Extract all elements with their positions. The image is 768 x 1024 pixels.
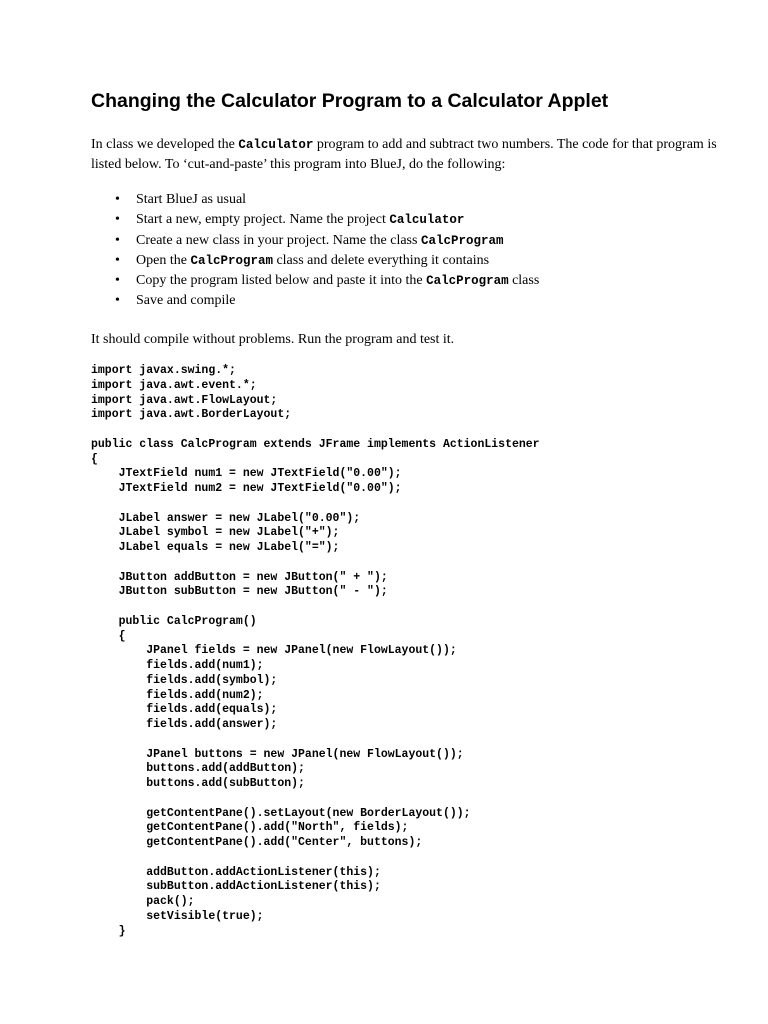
step-code: CalcProgram <box>420 233 504 248</box>
step-text: Open the <box>136 252 191 268</box>
step-item <box>91 251 539 271</box>
intro-paragraph <box>91 135 731 175</box>
code-line: { <box>91 452 98 466</box>
code-line: JTextField num2 = new JTextField("0.00"); <box>91 482 402 495</box>
code-line: JLabel equals = new JLabel("="); <box>91 541 340 554</box>
code-line: JButton addButton = new JButton(" + "); <box>91 570 388 584</box>
intro-text-part2: program to add and subtract two numbers. The code for that program is listed below. To ‘cut-and-paste’ this program into BlueJ, do the following: <box>91 137 717 172</box>
step-item <box>91 190 539 210</box>
intro-text-part1: In class we developed the <box>91 137 239 152</box>
step-text-after: class and delete everything it contains <box>272 252 490 268</box>
intro-code-calculator: Calculator <box>238 138 314 152</box>
code-line: fields.add(answer); <box>91 718 278 731</box>
code-line: fields.add(equals); <box>91 703 278 717</box>
step-item <box>91 231 539 251</box>
step-text: Start a new, empty project. Name the project <box>136 212 390 228</box>
code-line: JLabel answer = new JLabel("0.00"); <box>91 511 361 525</box>
bullet-icon: • <box>115 192 120 207</box>
step-code: CalcProgram <box>426 274 509 289</box>
step-item <box>91 210 539 230</box>
step-text: Create a new class in your project. Name the class <box>136 232 421 248</box>
code-line: JTextField num1 = new JTextField("0.00"); <box>91 467 402 481</box>
code-line: addButton.addActionListener(this); <box>91 865 381 879</box>
code-line: public CalcProgram() <box>91 614 257 628</box>
code-line <box>91 497 540 512</box>
document-title: Changing the Calculator Program to a Calculator Applet <box>91 90 609 112</box>
code-line: pack(); <box>91 895 195 908</box>
code-line: JPanel buttons = new JPanel(new FlowLayout()); <box>91 747 464 761</box>
code-line <box>91 423 540 438</box>
step-text-after: class <box>508 273 540 289</box>
code-line: fields.add(symbol); <box>91 673 278 687</box>
code-line: JButton subButton = new JButton(" - "); <box>91 585 388 599</box>
code-listing <box>91 364 540 939</box>
bullet-icon: • <box>115 252 120 268</box>
step-text: Start BlueJ as usual <box>136 192 247 207</box>
code-line: getContentPane().setLayout(new BorderLayout()); <box>91 806 471 820</box>
code-line <box>91 733 540 748</box>
code-line: JPanel fields = new JPanel(new FlowLayout()); <box>91 644 457 658</box>
bullet-icon: • <box>115 212 120 228</box>
code-line <box>91 851 540 866</box>
code-line: fields.add(num1); <box>91 659 264 672</box>
steps-list <box>91 190 539 312</box>
code-line: import java.awt.event.*; <box>91 378 257 392</box>
code-line <box>91 792 540 807</box>
after-paragraph: It should compile without problems. Run the program and test it. <box>91 332 455 347</box>
bullet-icon: • <box>115 293 120 309</box>
code-line: import java.awt.FlowLayout; <box>91 393 278 407</box>
code-line: getContentPane().add("Center", buttons); <box>91 836 423 849</box>
code-line: JLabel symbol = new JLabel("+"); <box>91 526 340 540</box>
step-code: CalcProgram <box>190 253 273 268</box>
code-line: public class CalcProgram extends JFrame implements ActionListener <box>91 437 540 451</box>
step-text: Copy the program listed below and paste it into the <box>136 273 427 289</box>
step-item <box>91 291 539 311</box>
code-line <box>91 600 540 615</box>
code-line: buttons.add(subButton); <box>91 777 305 790</box>
code-line: fields.add(num2); <box>91 688 264 702</box>
code-line: import java.awt.BorderLayout; <box>91 408 292 422</box>
code-line: subButton.addActionListener(this); <box>91 880 381 894</box>
step-text: Save and compile <box>136 293 236 309</box>
bullet-icon: • <box>115 232 120 248</box>
bullet-icon: • <box>115 273 120 289</box>
code-line: { <box>91 629 126 643</box>
code-line: getContentPane().add("North", fields); <box>91 821 409 835</box>
step-item <box>91 271 539 291</box>
code-line: buttons.add(addButton); <box>91 762 305 776</box>
step-code: Calculator <box>389 213 465 228</box>
code-line: import javax.swing.*; <box>91 364 236 377</box>
code-line: setVisible(true); <box>91 909 264 923</box>
code-line <box>91 556 540 571</box>
code-line: } <box>91 924 126 938</box>
